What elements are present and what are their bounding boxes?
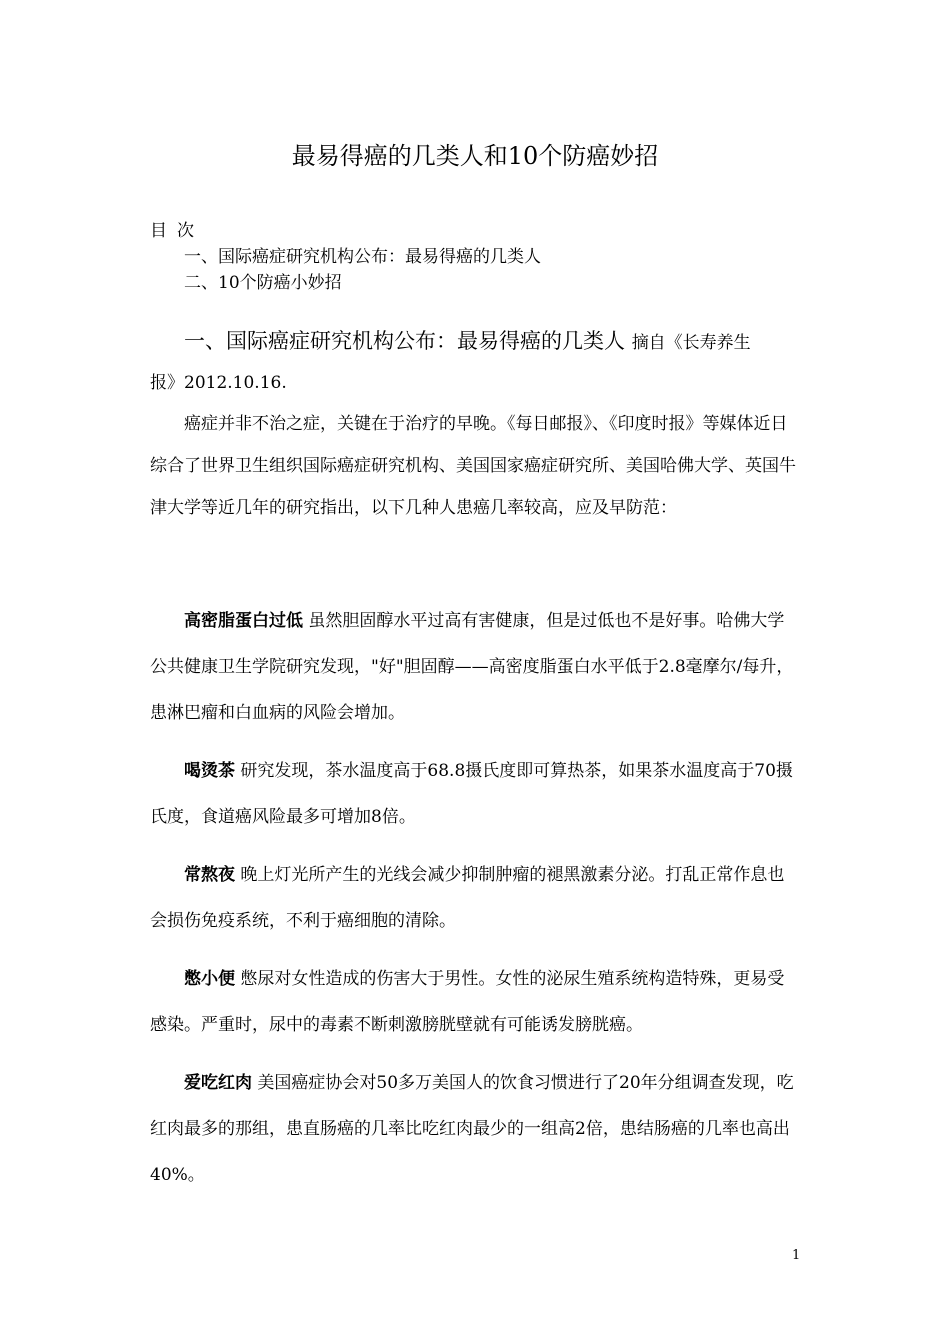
document-title: 最易得癌的几类人和10个防癌妙招: [291, 142, 659, 170]
intro-text: 癌症并非不治之症，关键在于治疗的早晚。《每日邮报》、《印度时报》等媒体近日综合了世界卫生组织国际癌症研究机构、美国国家癌症研究所、美国哈佛大学、英国牛津大学等近几年的研究指出，以下几种人患癌几率较高，应及早防范：: [150, 414, 796, 518]
risk-item-hold-urine: [150, 956, 800, 1048]
risk-term: 高密脂蛋白过低: [184, 611, 303, 631]
risk-item-red-meat: [150, 1060, 800, 1198]
risk-item-stay-up-late: [150, 852, 800, 944]
risk-text: 虽然胆固醇水平过高有害健康，但是过低也不是好事。哈佛大学公共健康卫生学院研究发现，"好"胆固醇——高密度脂蛋白水平低于2.8毫摩尔/每升，患淋巴瘤和白血病的风险会增加。: [150, 611, 794, 723]
toc-heading: 目次: [150, 221, 204, 241]
source-citation: 摘自《长寿养生: [631, 333, 751, 353]
risk-text: 研究发现，茶水温度高于68.8摄氏度即可算热茶，如果茶水温度高于70摄氏度，食道癌风险最多可增加8倍。: [150, 761, 793, 827]
source-citation-cont: 报》2012.10.16.: [150, 373, 287, 393]
section-heading: [184, 325, 751, 355]
toc-item-1[interactable]: 一、国际癌症研究机构公布：最易得癌的几类人: [184, 247, 541, 267]
risk-text: 晚上灯光所产生的光线会减少抑制肿瘤的褪黑激素分泌。打乱正常作息也会损伤免疫系统，不利于癌细胞的清除。: [150, 865, 785, 931]
risk-item-hot-tea: [150, 748, 800, 840]
risk-item-low-hdl: [150, 598, 800, 736]
section-heading-text: 一、国际癌症研究机构公布：最易得癌的几类人: [184, 329, 625, 353]
risk-term: 爱吃红肉: [184, 1073, 252, 1093]
risk-term: 常熬夜: [184, 865, 235, 885]
risk-text: 憋尿对女性造成的伤害大于男性。女性的泌尿生殖系统构造特殊，更易受感染。严重时，尿中的毒素不断刺激膀胱壁就有可能诱发膀胱癌。: [150, 969, 785, 1035]
risk-term: 喝烫茶: [184, 761, 235, 781]
intro-paragraph: [150, 403, 800, 529]
risk-term: 憋小便: [184, 969, 235, 989]
risk-text: 美国癌症协会对50多万美国人的饮食习惯进行了20年分组调查发现，吃红肉最多的那组，患直肠癌的几率比吃红肉最少的一组高2倍，患结肠癌的几率也高出40%。: [150, 1073, 794, 1185]
page-number: 1: [792, 1248, 801, 1263]
toc-item-2[interactable]: 二、10个防癌小妙招: [184, 273, 342, 293]
